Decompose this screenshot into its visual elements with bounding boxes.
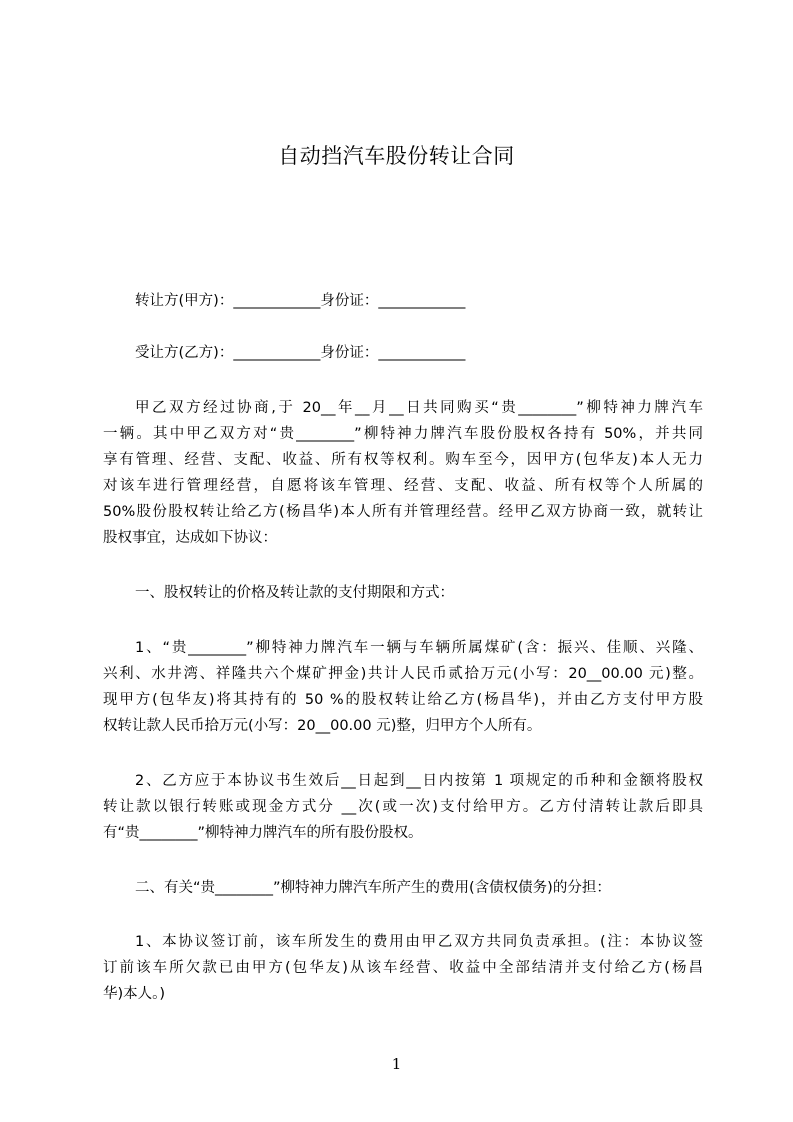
- section-heading: 二、有关“贵________”柳特神力牌汽车所产生的费用(含债权债务)的分担：: [135, 880, 611, 896]
- section1-item1-line: 1、“贵________”柳特神力牌汽车一辆与车辆所属煤矿(含：振兴、佳顺、兴隆、: [135, 640, 703, 656]
- preamble-line: 50%股份股权转让给乙方(杨昌华)本人所有并管理经营。经甲乙双方协商一致，就转让: [103, 504, 703, 520]
- section1-item2-line: 2、乙方应于本协议书生效后__日起到__日内按第 1 项规定的币种和金额将股权: [135, 773, 703, 789]
- section2-item1-line: 1、本协议签订前，该车所发生的费用由甲乙双方共同负责承担。(注：本协议签: [135, 934, 703, 950]
- section1-item1-line: 权转让款人民币拾万元(小写：20__00.00 元)整，归甲方个人所有。: [103, 718, 542, 734]
- section2-item1-line: 订前该车所欠款已由甲方(包华友)从该车经营、收益中全部结清并支付给乙方(杨昌: [103, 960, 703, 976]
- document-title: 自动挡汽车股份转让合同: [278, 144, 515, 168]
- transferee-line: 受让方(乙方)：____________身份证：____________: [135, 345, 466, 361]
- transferor-line: 转让方(甲方)：____________身份证：____________: [135, 293, 466, 309]
- section2-item1-line: 华)本人。): [103, 986, 166, 1002]
- preamble-line: 甲乙双方经过协商,于 20__年__月__日共同购买“贵________”柳特神力牌汽车: [135, 400, 703, 416]
- section1-item1-line: 现甲方(包华友)将其持有的 50 %的股权转让给乙方(杨昌华)，并由乙方支付甲方股: [103, 692, 703, 708]
- preamble-line: 股权事宜，达成如下协议：: [103, 530, 277, 546]
- section-heading: 一、股权转让的价格及转让款的支付期限和方式：: [135, 585, 454, 601]
- preamble-line: 一辆。其中甲乙双方对“贵________”柳特神力牌汽车股份股权各持有 50%，并共同: [103, 426, 703, 442]
- preamble-line: 享有管理、经营、支配、收益、所有权等权利。购车至今，因甲方(包华友)本人无力: [103, 452, 703, 468]
- section1-item2-line: 有“贵________”柳特神力牌汽车的所有股份股权。: [103, 825, 423, 841]
- section1-item1-line: 兴利、水井湾、祥隆共六个煤矿押金)共计人民币贰拾万元(小写：20__00.00 元)整。: [103, 666, 703, 682]
- page-number: 1: [391, 1055, 402, 1073]
- section1-item2-line: 转让款以银行转账或现金方式分 __次(或一次)支付给甲方。乙方付清转让款后即具: [103, 799, 703, 815]
- preamble-line: 对该车进行管理经营，自愿将该车管理、经营、支配、收益、所有权等个人所属的: [103, 478, 703, 494]
